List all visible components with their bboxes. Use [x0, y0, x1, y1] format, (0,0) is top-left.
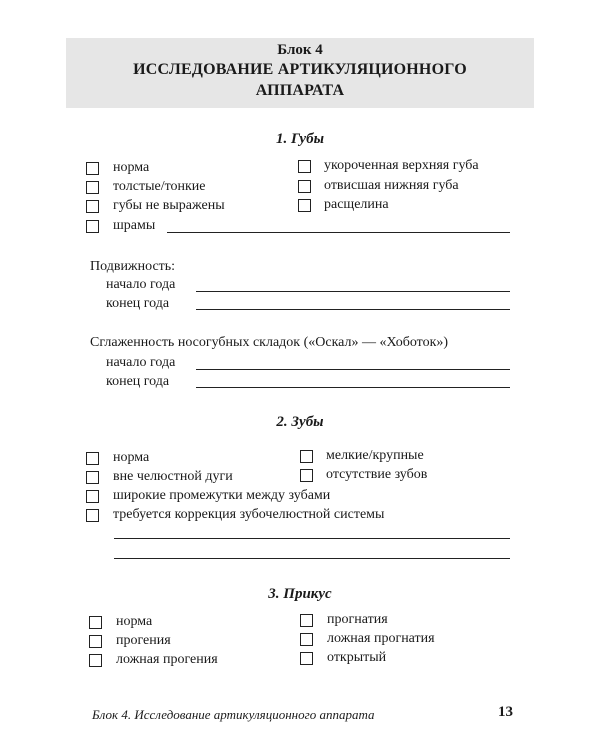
checkbox-bite-open[interactable] [300, 652, 313, 665]
mobility-end-label: конец года [106, 296, 170, 311]
smoothness-start-line[interactable] [196, 369, 510, 370]
smoothness-end-line[interactable] [196, 387, 510, 388]
block-title-line-2: АППАРАТА [255, 82, 345, 99]
smoothness-end-label: конец года [106, 374, 170, 389]
checkbox-bite-false-progenia[interactable] [89, 654, 102, 667]
option-label: отсутствие зубов [326, 467, 428, 482]
option-label: прогнатия [327, 612, 388, 627]
block-number: Блок 4 [277, 42, 323, 58]
checkbox-bite-progenia[interactable] [89, 635, 102, 648]
option-label: ложная прогения [116, 652, 218, 667]
section-title-teeth: 2. Зубы [276, 414, 324, 430]
page-number: 13 [498, 704, 513, 720]
checkbox-teeth-small-large[interactable] [300, 450, 313, 463]
checkbox-lips-scars[interactable] [86, 220, 99, 233]
option-label: требуется коррекция зубочелюстной системы [113, 507, 385, 522]
option-label: ложная прогнатия [327, 631, 435, 646]
checkbox-lips-cleft[interactable] [298, 199, 311, 212]
checkbox-bite-norm[interactable] [89, 616, 102, 629]
scars-answer-line[interactable] [167, 232, 510, 233]
option-label: губы не выражены [113, 198, 225, 213]
teeth-answer-line-1[interactable] [114, 538, 510, 539]
block-header [66, 38, 534, 108]
section-title-bite: 3. Прикус [268, 586, 332, 602]
option-label: прогения [116, 633, 171, 648]
checkbox-lips-norm[interactable] [86, 162, 99, 175]
option-label: шрамы [113, 218, 156, 233]
block-title-line-1: ИССЛЕДОВАНИЕ АРТИКУЛЯЦИОННОГО [133, 61, 467, 78]
checkbox-lips-short-upper[interactable] [298, 160, 311, 173]
checkbox-teeth-missing[interactable] [300, 469, 313, 482]
option-label: отвисшая нижняя губа [324, 178, 459, 193]
option-label: расщелина [324, 197, 389, 212]
option-label: толстые/тонкие [113, 179, 206, 194]
teeth-answer-line-2[interactable] [114, 558, 510, 559]
checkbox-lips-not-expressed[interactable] [86, 200, 99, 213]
checkbox-lips-thick-thin[interactable] [86, 181, 99, 194]
mobility-start-line[interactable] [196, 291, 510, 292]
smoothness-start-label: начало года [106, 355, 176, 370]
checkbox-lips-hanging-lower[interactable] [298, 180, 311, 193]
option-label: мелкие/крупные [326, 448, 424, 463]
checkbox-teeth-outside-arch[interactable] [86, 471, 99, 484]
option-label: норма [113, 450, 150, 465]
option-label: открытый [327, 650, 387, 665]
checkbox-teeth-norm[interactable] [86, 452, 99, 465]
mobility-label: Подвижность: [90, 259, 176, 274]
checkbox-teeth-wide-gaps[interactable] [86, 490, 99, 503]
mobility-start-label: начало года [106, 277, 176, 292]
mobility-end-line[interactable] [196, 309, 510, 310]
section-title-lips: 1. Губы [276, 131, 324, 147]
option-label: норма [116, 614, 153, 629]
checkbox-teeth-correction[interactable] [86, 509, 99, 522]
option-label: широкие промежутки между зубами [113, 488, 331, 503]
footer-caption: Блок 4. Исследование артикуляционного аппарата [92, 707, 375, 722]
option-label: укороченная верхняя губа [324, 158, 479, 173]
checkbox-bite-false-prognathia[interactable] [300, 633, 313, 646]
option-label: вне челюстной дуги [113, 469, 233, 484]
checkbox-bite-prognathia[interactable] [300, 614, 313, 627]
option-label: норма [113, 160, 150, 175]
smoothness-label: Сглаженность носогубных складок («Оскал» — «Хоботок») [90, 335, 449, 350]
